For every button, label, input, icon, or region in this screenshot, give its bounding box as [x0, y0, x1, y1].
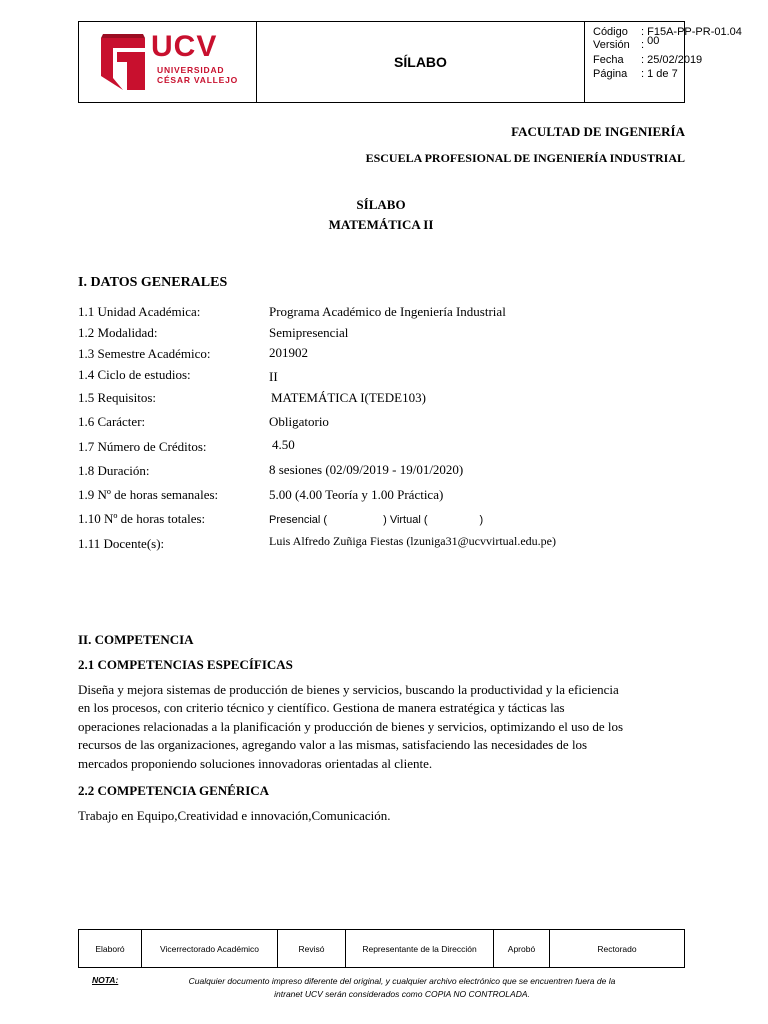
course-title: MATEMÁTICA II — [328, 217, 434, 232]
school-title: ESCUELA PROFESIONAL DE INGENIERÍA INDUSTRIAL — [365, 151, 685, 165]
row-label: 1.8 Duración: — [78, 463, 150, 478]
approval-table — [78, 929, 685, 968]
row-label: 1.1 Unidad Académica: — [78, 304, 201, 319]
cell-vicerrectorado: Vicerrectorado Académico — [142, 930, 278, 967]
row-label: 1.3 Semestre Académico: — [78, 346, 211, 361]
row-label: 1.10 Nº de horas totales: — [78, 511, 206, 526]
row-value: 8 sesiones (02/09/2019 - 19/01/2020) — [269, 462, 464, 477]
meta-pagina: Página : 1 de 7 — [593, 68, 678, 80]
row-label: 1.5 Requisitos: — [78, 390, 157, 405]
row-label: 1.11 Docente(s): — [78, 536, 165, 551]
logo-cell — [79, 22, 257, 102]
cell-reviso: Revisó — [278, 930, 346, 967]
docente-value: Luis Alfredo Zuñiga Fiestas (lzuniga31@ucvvirtual.edu.pe) — [269, 534, 556, 548]
logo-subtitle-1: UNIVERSIDAD — [157, 65, 225, 75]
row-value: MATEMÁTICA I(TEDE103) — [271, 390, 426, 405]
cell-representante: Representante de la Dirección — [346, 930, 494, 967]
presencial-label: Presencial ( — [269, 514, 328, 526]
document-title: SÍLABO — [356, 197, 406, 212]
row-value: Obligatorio — [269, 414, 329, 429]
virtual-label: Virtual ( — [389, 514, 428, 526]
ucv-logo-icon — [99, 32, 147, 94]
header-meta — [585, 22, 742, 102]
row-value: II — [269, 369, 278, 384]
section-datos-generales: I. DATOS GENERALES — [78, 275, 228, 290]
document-header — [78, 21, 742, 103]
meta-fecha: Fecha : 25/02/2019 — [593, 54, 703, 66]
horas-totales-value: Presencial ( ) Virtual ( ) — [269, 514, 484, 526]
row-value: 4.50 — [272, 437, 295, 452]
logo-text: UCV — [151, 30, 218, 63]
competencias-especificas-heading: 2.1 COMPETENCIAS ESPECÍFICAS — [78, 657, 293, 672]
competencia-generica-heading: 2.2 COMPETENCIA GENÉRICA — [78, 783, 270, 798]
row-value: Semipresencial — [269, 325, 349, 340]
meta-version: Versión : 00 — [593, 35, 660, 51]
row-label: 1.2 Modalidad: — [78, 325, 158, 340]
cell-aprobo: Aprobó — [494, 930, 550, 967]
logo-subtitle-2: CÉSAR VALLEJO — [157, 75, 239, 85]
cell-elaboro: Elaboró — [79, 930, 142, 967]
nota-text: Cualquier documento impreso diferente del original, y cualquier archivo electrónico que se encuentren fuera de la intranet UCV serán considerados como COPIA NO CONTROLADA. — [188, 976, 616, 999]
row-label: 1.4 Ciclo de estudios: — [78, 367, 191, 382]
row-label: 1.7 Número de Créditos: — [78, 439, 207, 454]
row-value: 201902 — [269, 345, 308, 360]
row-value: 5.00 (4.00 Teoría y 1.00 Práctica) — [269, 487, 444, 502]
row-label: 1.9 Nº de horas semanales: — [78, 487, 219, 502]
nota-label: NOTA: — [92, 975, 119, 985]
competencia-generica-text: Trabajo en Equipo,Creatividad e innovación,Comunicación. — [78, 808, 391, 823]
meta-codigo: Código : F15A-PP-PR-01.04 — [593, 26, 742, 38]
cell-rectorado: Rectorado — [597, 943, 637, 954]
row-value: Programa Académico de Ingeniería Industrial — [269, 304, 506, 319]
section-competencia: II. COMPETENCIA — [78, 632, 194, 647]
row-label: 1.6 Carácter: — [78, 414, 146, 429]
competencias-especificas-text: Diseña y mejora sistemas de producción de bienes y servicios, buscando la productividad y la eficiencia en los procesos, con criterio técnico y científico. Gestiona de manera estratégica y tácticas las operaciones relacionadas a la planificación y producción de bienes y servicios, optimizando el uso de los recursos de las organizaciones, agregando valor a las mismas, satisfaciendo las necesidades de los mercados proponiendo soluciones innovadoras orientadas al cliente. — [78, 682, 624, 771]
header-title: SÍLABO — [257, 22, 585, 102]
faculty-title: FACULTAD DE INGENIERÍA — [511, 124, 685, 139]
